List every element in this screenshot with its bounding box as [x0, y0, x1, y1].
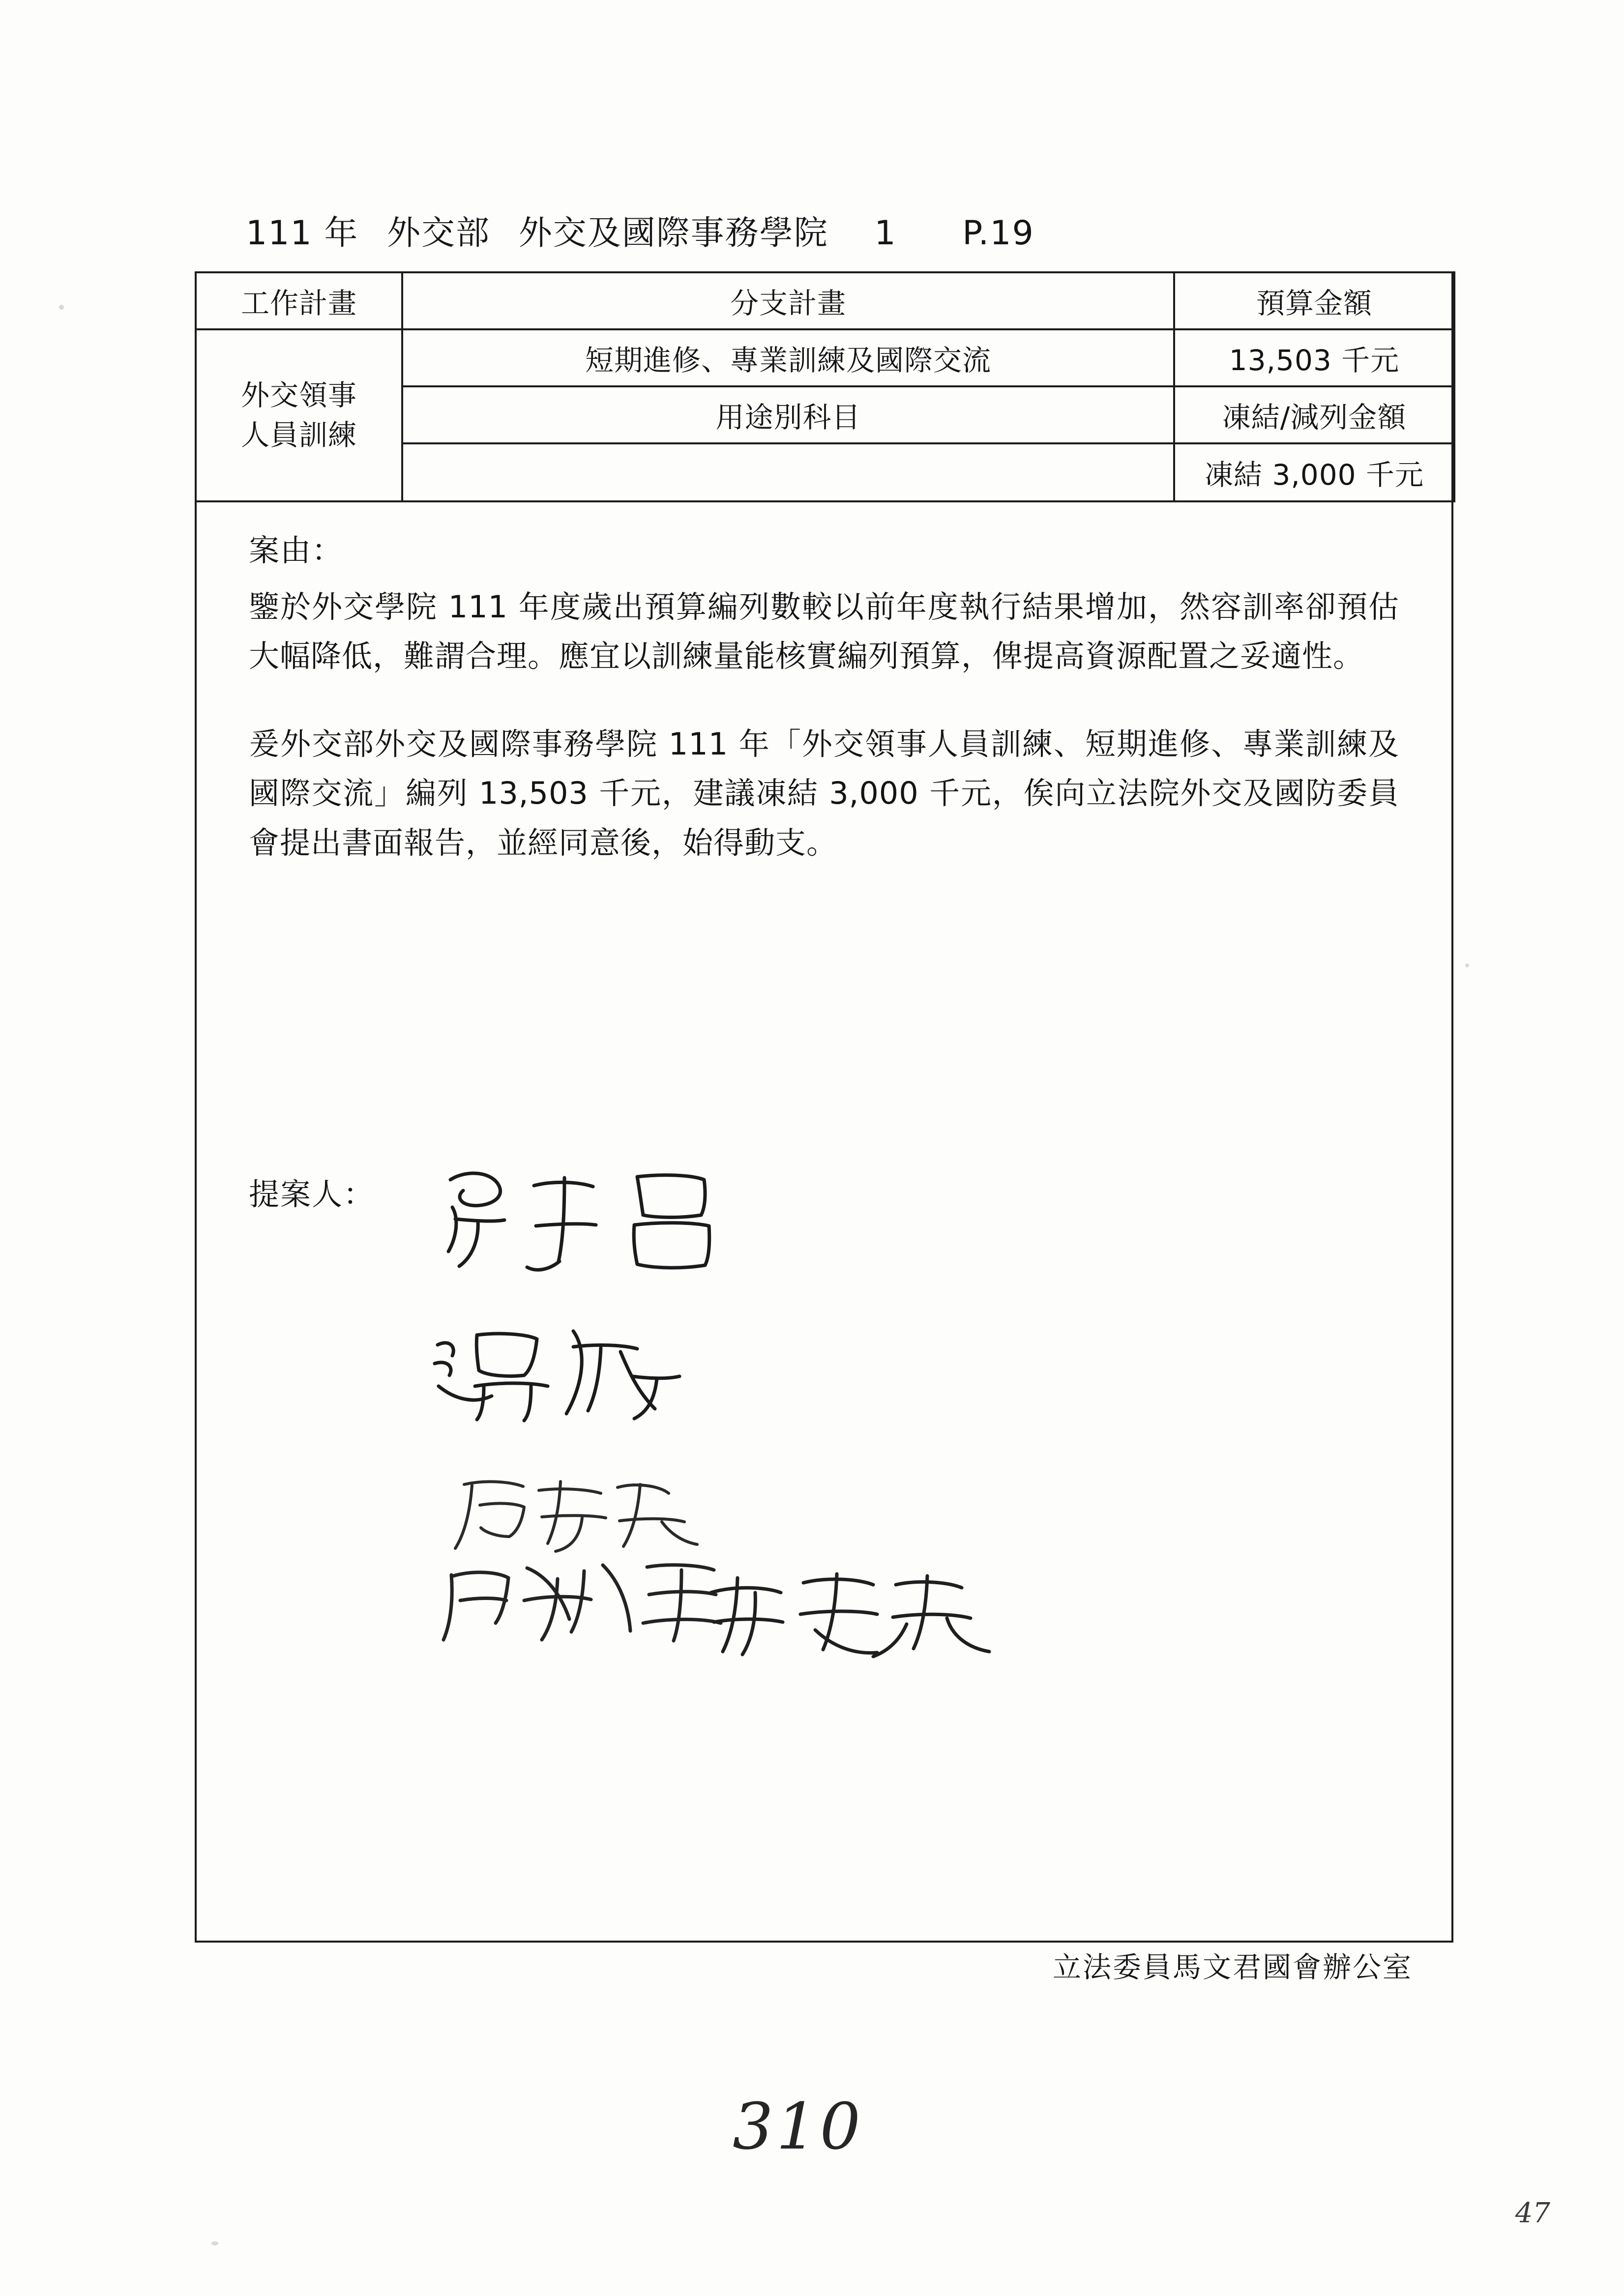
- office-signature: 立法委員馬文君國會辦公室: [1052, 1950, 1413, 1984]
- page-number: 310: [733, 2089, 864, 2164]
- header-year: 111 年: [246, 214, 359, 253]
- proposer-label: 提案人：: [249, 1176, 375, 1212]
- scan-speck: [1465, 963, 1469, 967]
- header-item-number: 1: [874, 214, 897, 253]
- budget-table: [195, 271, 1455, 502]
- body-paragraph-1: 鑒於外交學院 111 年度歲出預算編列數較以前年度執行結果增加，然容訓率卻預估大幅降低，難謂合理。應宜以訓練量能核實編列預算，俾提高資源配置之妥適性。: [249, 589, 1399, 674]
- corner-mark: 47: [1515, 2197, 1550, 2229]
- header-page-label: P.19: [962, 214, 1034, 253]
- cell-freeze-header: 凍結/減列金額: [1174, 386, 1454, 443]
- header-ministry: 外交部: [387, 214, 491, 253]
- table-row: [196, 329, 1454, 386]
- scan-speck: [211, 2241, 218, 2245]
- document-body: [195, 492, 1453, 1943]
- cell-budget-value: 13,503 千元: [1174, 329, 1454, 386]
- body-paragraph-2: 爰外交部外交及國際事務學院 111 年「外交領事人員訓練、短期進修、專業訓練及國際交流」編列 13,503 千元，建議凍結 3,000 千元，俟向立法院外交及國防委員會提出書面報告，並經同意後，始得動支。: [249, 726, 1399, 861]
- table-row: [196, 272, 1454, 329]
- document-header: [246, 206, 1377, 254]
- cell-freeze-value: 凍結 3,000 千元: [1174, 443, 1454, 501]
- table-header-branch-plan: 分支計畫: [402, 272, 1174, 329]
- cell-purpose-label: 用途別科目: [402, 386, 1174, 443]
- scan-speck: [59, 305, 64, 310]
- case-label: 案由：: [249, 532, 344, 568]
- table-header-work-plan: 工作計畫: [196, 272, 402, 329]
- table-header-budget-amount: 預算金額: [1174, 272, 1454, 329]
- cell-work-plan-value: 外交領事 人員訓練: [196, 329, 402, 501]
- header-institute: 外交及國際事務學院: [518, 214, 828, 253]
- cell-branch-plan-value: 短期進修、專業訓練及國際交流: [402, 329, 1174, 386]
